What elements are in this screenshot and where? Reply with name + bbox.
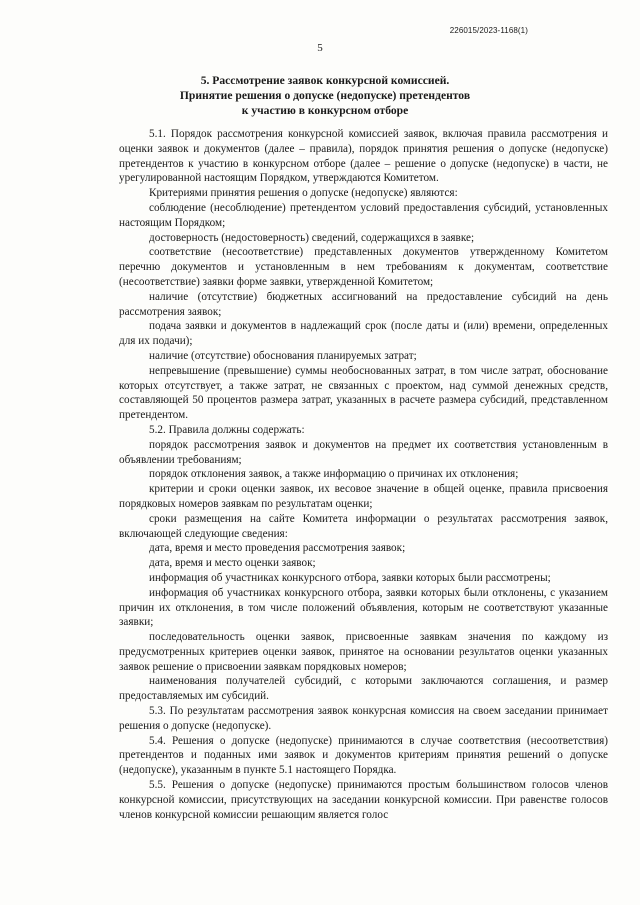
paragraph: подача заявки и документов в надлежащий срок (после даты и (или) времени, определенных для их подачи); xyxy=(119,320,608,348)
paragraph: 5.5. Решения о допуске (недопуске) принимаются простым большинством голосов членов конкурсной комиссии, присутствующих на заседании конкурсной комиссии. При равенстве голосов членов конкурсной комиссии решающим является голос xyxy=(119,779,608,821)
paragraph: наименования получателей субсидий, с которыми заключаются соглашения, и размер предоставляемых им субсидий. xyxy=(119,675,608,703)
paragraph: дата, время и место проведения рассмотрения заявок; xyxy=(149,542,406,555)
paragraph: последовательность оценки заявок, присвоенные заявкам значения по каждому из предусмотренных критериев оценки заявок, принятое на основании результатов оценки указанных заявок решение о присвоении заявкам порядковых номеров; xyxy=(119,631,608,673)
paragraph: дата, время и место оценки заявок; xyxy=(149,557,316,570)
paragraph: соответствие (несоответствие) представленных документов утвержденному Комитетом перечню документов и установленным в нем требованиям к документам, соответствие (несоответствие) заявки форме заявки, утвержденной Комитетом; xyxy=(119,246,608,288)
paragraph: сроки размещения на сайте Комитета информации о результатах рассмотрения заявок, включающей следующие сведения: xyxy=(119,512,608,540)
page-number: 5 xyxy=(317,42,323,54)
document-body xyxy=(119,127,608,822)
paragraph: 5.4. Решения о допуске (недопуске) принимаются в случае соответствия (несоответствия) претендентов и поданных ими заявок и документов критериям принятия решений о допуске (недопуске), указанным в пункте 5.1 настоящего Порядка. xyxy=(119,734,608,777)
heading-line: к участию в конкурсном отборе xyxy=(241,104,409,117)
paragraph: непревышение (превышение) суммы необоснованных затрат, в том числе затрат, обоснование которых отсутствует, а также затрат, не связанных с проектом, над суммой денежных средств, составляющей 50 процентов размера затрат, указанных в расчете размера субсидий, представленном претендентом. xyxy=(119,364,608,422)
paragraph: 5.3. По результатам рассмотрения заявок конкурсная комиссия на своем заседании принимает решения о допуске (недопуске). xyxy=(119,705,608,732)
paragraph: информация об участниках конкурсного отбора, заявки которых были рассмотрены; xyxy=(149,571,551,584)
heading-line: 5. Рассмотрение заявок конкурсной комиссией. xyxy=(200,74,450,87)
paragraph: Критериями принятия решения о допуске (недопуске) являются: xyxy=(149,187,458,200)
paragraph: 5.1. Порядок рассмотрения конкурсной комиссией заявок, включая правила рассмотрения и оценки заявок и документов (далее – правила), порядок принятия решения о допуске (недопуске) претендентов к участию в конкурсном отборе (далее – решение о допуске (недопуске) в части, не урегулированной настоящим Порядком, утверждаются Комитетом. xyxy=(119,128,608,185)
paragraph: критерии и сроки оценки заявок, их весовое значение в общей оценке, правила присвоения порядковых номеров заявкам по результатам оценки; xyxy=(119,483,608,510)
paragraph: наличие (отсутствие) бюджетных ассигнований на предоставление субсидий на день рассмотрения заявок; xyxy=(119,290,608,318)
paragraph: порядок отклонения заявок, а также информацию о причинах их отклонения; xyxy=(149,468,519,481)
heading-line: Принятие решения о допуске (недопуске) претендентов xyxy=(179,89,471,102)
document-id: 226015/2023-1168(1) xyxy=(449,26,528,35)
paragraph: соблюдение (несоблюдение) претендентом условий предоставления субсидий, установленных настоящим Порядком; xyxy=(119,201,608,229)
paragraph: информация об участниках конкурсного отбора, заявки которых были отклонены, с указанием причин их отклонения, в том числе положений объявления, которым не соответствуют указанные заявки; xyxy=(119,586,608,629)
paragraph: 5.2. Правила должны содержать: xyxy=(149,423,305,436)
paragraph: наличие (отсутствие) обоснования планируемых затрат; xyxy=(149,349,417,362)
section-heading xyxy=(110,73,540,118)
paragraph: порядок рассмотрения заявок и документов на предмет их соответствия установленным в объявлении требованиям; xyxy=(119,438,608,466)
paragraph: достоверность (недостоверность) сведений, содержащихся в заявке; xyxy=(149,231,475,244)
